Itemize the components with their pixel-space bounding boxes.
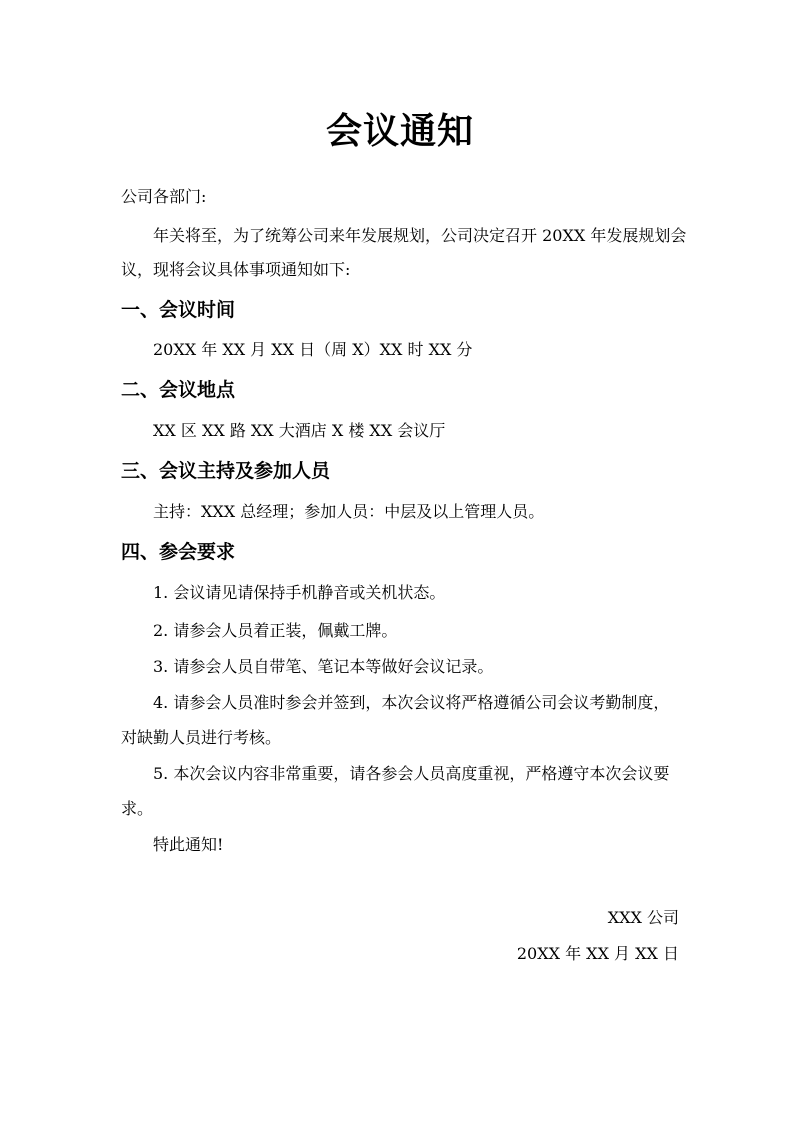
meeting-participants: 主持：XXX 总经理；参加人员：中层及以上管理人员。: [153, 502, 545, 521]
meeting-location: XX 区 XX 路 XX 大酒店 X 楼 XX 会议厅: [153, 421, 446, 440]
section-heading-time: 一、会议时间: [121, 299, 236, 321]
closing-remark: 特此通知!: [153, 835, 224, 854]
salutation: 公司各部门:: [121, 187, 207, 206]
section-heading-requirements: 四、参会要求: [121, 541, 236, 563]
section-heading-participants: 三、会议主持及参加人员: [121, 460, 331, 482]
section-heading-location: 二、会议地点: [121, 379, 236, 401]
intro-line-2: 议，现将会议具体事项通知如下:: [121, 260, 351, 279]
requirement-item-4-line-1: 4. 请参会人员准时参会并签到，本次会议将严格遵循公司会议考勤制度，: [153, 693, 670, 712]
document-title: 会议通知: [325, 111, 474, 152]
requirement-item-1: 1. 会议请见请保持手机静音或关机状态。: [153, 583, 446, 602]
requirement-item-3: 3. 请参会人员自带笔、笔记本等做好会议记录。: [153, 657, 494, 676]
signature-date: 20XX 年 XX 月 XX 日: [516, 944, 679, 963]
meeting-time: 20XX 年 XX 月 XX 日（周 X）XX 时 XX 分: [153, 340, 473, 359]
requirement-item-2: 2. 请参会人员着正装，佩戴工牌。: [153, 621, 398, 640]
intro-line-1: 年关将至，为了统筹公司来年发展规划，公司决定召开 20XX 年发展规划会: [153, 226, 687, 245]
requirement-item-4-line-2: 对缺勤人员进行考核。: [121, 728, 282, 747]
requirement-item-5-line-1: 5. 本次会议内容非常重要，请各参会人员高度重视，严格遵守本次会议要: [153, 764, 670, 783]
requirement-item-5-line-2: 求。: [121, 799, 154, 818]
signature-company: XXX 公司: [607, 908, 679, 927]
